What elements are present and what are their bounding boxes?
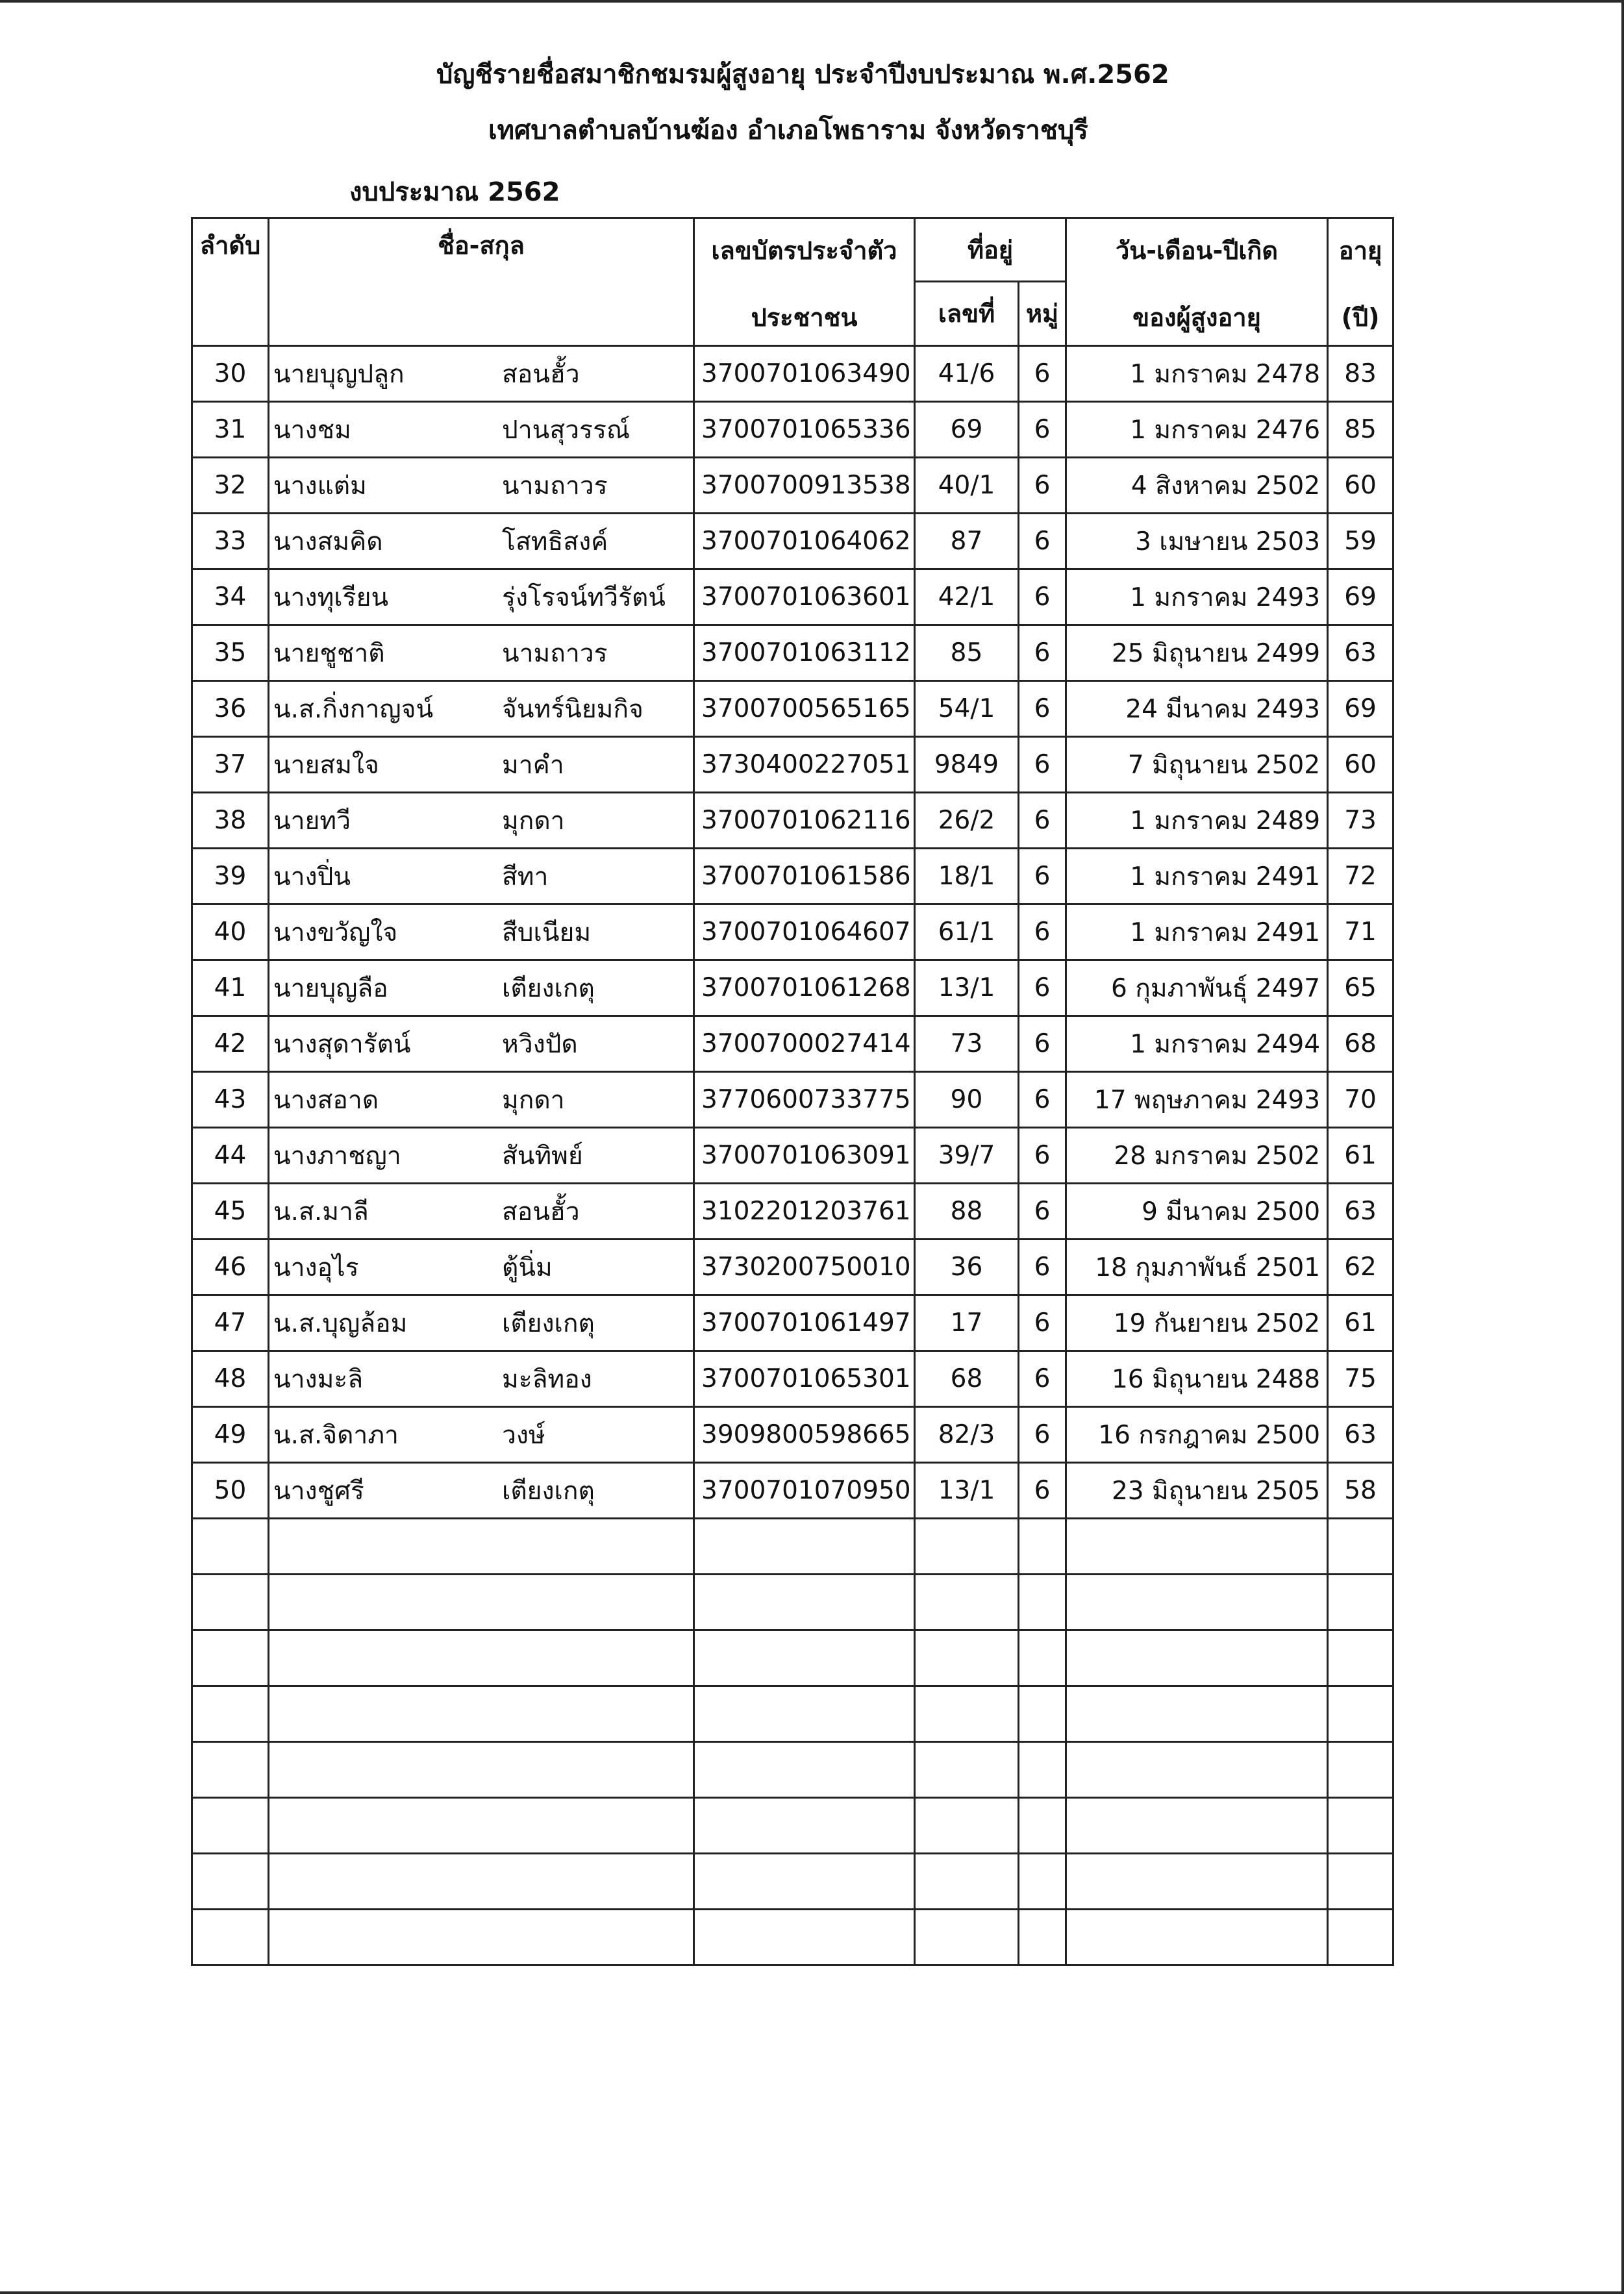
given-name: นายชูชาติ xyxy=(273,638,385,668)
empty-cell xyxy=(1019,1575,1066,1630)
cell-moo: 6 xyxy=(1019,1463,1066,1519)
table-row xyxy=(192,1351,1393,1407)
cell-order-no: 46 xyxy=(192,1240,269,1295)
cell-house-no: 36 xyxy=(915,1240,1019,1295)
cell-fullname xyxy=(269,1407,694,1463)
cell-fullname xyxy=(269,849,694,904)
given-name: นายบุญลือ xyxy=(273,973,388,1003)
empty-cell xyxy=(1328,1854,1393,1910)
cell-house-no: 88 xyxy=(915,1184,1019,1240)
cell-order-no: 34 xyxy=(192,569,269,625)
cell-house-no: 69 xyxy=(915,402,1019,458)
cell-moo: 6 xyxy=(1019,1351,1066,1407)
given-name: นางปิ่น xyxy=(273,862,351,891)
member-rows xyxy=(192,346,1393,1965)
header-house-no: เลขที่ xyxy=(915,281,1019,346)
header-age-line1: อายุ xyxy=(1328,218,1393,282)
empty-cell xyxy=(1019,1630,1066,1686)
cell-age: 58 xyxy=(1328,1463,1393,1519)
header-moo: หมู่ xyxy=(1019,281,1066,346)
surname: จันทร์นิยมกิจ xyxy=(502,694,643,724)
table-row xyxy=(192,904,1393,960)
cell-order-no: 32 xyxy=(192,458,269,514)
cell-national-id: 3700700565165 xyxy=(694,681,915,737)
given-name: นางอุไร xyxy=(273,1253,359,1282)
cell-age: 65 xyxy=(1328,960,1393,1016)
cell-order-no: 38 xyxy=(192,793,269,849)
cell-national-id: 3909800598665 xyxy=(694,1407,915,1463)
table-row xyxy=(192,737,1393,793)
table-row xyxy=(192,1016,1393,1072)
empty-cell xyxy=(1328,1519,1393,1575)
table-row xyxy=(192,1295,1393,1351)
empty-cell xyxy=(269,1854,694,1910)
empty-cell xyxy=(192,1519,269,1575)
cell-national-id: 3700701065301 xyxy=(694,1351,915,1407)
surname: สอนฮั้ว xyxy=(502,1197,580,1227)
empty-cell xyxy=(1019,1519,1066,1575)
given-name: นางชม xyxy=(273,415,351,445)
surname: มุกดา xyxy=(502,806,565,836)
empty-cell xyxy=(915,1519,1019,1575)
empty-cell xyxy=(192,1575,269,1630)
organization-line: เทศบาลตำบลบ้านฆ้อง อำเภอโพธาราม จังหวัดราชบุรี xyxy=(488,116,1088,145)
cell-national-id: 3770600733775 xyxy=(694,1072,915,1128)
empty-cell xyxy=(1328,1686,1393,1742)
cell-house-no: 82/3 xyxy=(915,1407,1019,1463)
cell-national-id: 3700701063490 xyxy=(694,346,915,402)
cell-moo: 6 xyxy=(1019,1240,1066,1295)
empty-cell xyxy=(1328,1630,1393,1686)
empty-cell xyxy=(1066,1630,1328,1686)
cell-age: 63 xyxy=(1328,1407,1393,1463)
empty-cell xyxy=(192,1686,269,1742)
cell-moo: 6 xyxy=(1019,1407,1066,1463)
cell-house-no: 26/2 xyxy=(915,793,1019,849)
surname: ปานสุวรรณ์ xyxy=(502,415,631,445)
surname: สันทิพย์ xyxy=(502,1141,583,1171)
cell-moo: 6 xyxy=(1019,402,1066,458)
cell-moo: 6 xyxy=(1019,793,1066,849)
cell-fullname xyxy=(269,1072,694,1128)
cell-fullname xyxy=(269,1351,694,1407)
cell-order-no: 31 xyxy=(192,402,269,458)
cell-birth-date: 1 มกราคม 2491 xyxy=(1066,904,1328,960)
cell-moo: 6 xyxy=(1019,458,1066,514)
empty-cell xyxy=(1019,1686,1066,1742)
surname: มาคำ xyxy=(502,750,564,780)
empty-cell xyxy=(192,1854,269,1910)
given-name: น.ส.มาลี xyxy=(273,1197,369,1227)
cell-birth-date: 18 กุมภาพันธ์ 2501 xyxy=(1066,1240,1328,1295)
cell-house-no: 68 xyxy=(915,1351,1019,1407)
cell-age: 69 xyxy=(1328,681,1393,737)
cell-national-id: 3700701065336 xyxy=(694,402,915,458)
table-row xyxy=(192,960,1393,1016)
cell-national-id: 3730400227051 xyxy=(694,737,915,793)
surname: เตียงเกตุ xyxy=(502,1476,595,1506)
empty-cell xyxy=(1066,1798,1328,1854)
header-dob-line2: ของผู้สูงอายุ xyxy=(1066,281,1328,346)
surname: สอนฮั้ว xyxy=(502,359,580,389)
cell-house-no: 9849 xyxy=(915,737,1019,793)
cell-national-id: 3700701064062 xyxy=(694,514,915,569)
cell-birth-date: 1 มกราคม 2478 xyxy=(1066,346,1328,402)
cell-order-no: 33 xyxy=(192,514,269,569)
cell-age: 68 xyxy=(1328,1016,1393,1072)
empty-row xyxy=(192,1686,1393,1742)
table-row xyxy=(192,849,1393,904)
empty-cell xyxy=(1066,1742,1328,1798)
given-name: นางสอาด xyxy=(273,1085,379,1115)
budget-label: งบประมาณ 2562 xyxy=(349,177,560,207)
given-name: นางมะลิ xyxy=(273,1364,364,1394)
empty-cell xyxy=(694,1630,915,1686)
cell-fullname xyxy=(269,458,694,514)
cell-birth-date: 17 พฤษภาคม 2493 xyxy=(1066,1072,1328,1128)
cell-house-no: 42/1 xyxy=(915,569,1019,625)
empty-cell xyxy=(694,1910,915,1965)
header-age-line2: (ปี) xyxy=(1328,281,1393,346)
surname: ตู้นิ่ม xyxy=(502,1253,553,1282)
cell-birth-date: 1 มกราคม 2494 xyxy=(1066,1016,1328,1072)
cell-moo: 6 xyxy=(1019,1128,1066,1184)
cell-house-no: 41/6 xyxy=(915,346,1019,402)
cell-birth-date: 23 มิถุนายน 2505 xyxy=(1066,1463,1328,1519)
cell-house-no: 17 xyxy=(915,1295,1019,1351)
cell-birth-date: 25 มิถุนายน 2499 xyxy=(1066,625,1328,681)
empty-row xyxy=(192,1575,1393,1630)
given-name: นายทวี xyxy=(273,806,351,836)
table-row xyxy=(192,1128,1393,1184)
cell-house-no: 39/7 xyxy=(915,1128,1019,1184)
empty-cell xyxy=(1019,1854,1066,1910)
empty-cell xyxy=(192,1630,269,1686)
empty-row xyxy=(192,1854,1393,1910)
empty-cell xyxy=(269,1519,694,1575)
cell-house-no: 13/1 xyxy=(915,1463,1019,1519)
empty-cell xyxy=(1019,1910,1066,1965)
empty-cell xyxy=(694,1854,915,1910)
header-no-cont xyxy=(192,281,269,346)
cell-order-no: 43 xyxy=(192,1072,269,1128)
table-row xyxy=(192,793,1393,849)
surname: มุกดา xyxy=(502,1085,565,1115)
empty-cell xyxy=(1328,1575,1393,1630)
cell-fullname xyxy=(269,1463,694,1519)
empty-cell xyxy=(694,1798,915,1854)
empty-cell xyxy=(915,1686,1019,1742)
empty-cell xyxy=(915,1630,1019,1686)
given-name: น.ส.บุญล้อม xyxy=(273,1308,408,1338)
cell-birth-date: 1 มกราคม 2493 xyxy=(1066,569,1328,625)
cell-order-no: 41 xyxy=(192,960,269,1016)
cell-fullname xyxy=(269,1295,694,1351)
cell-order-no: 50 xyxy=(192,1463,269,1519)
cell-national-id: 3700701064607 xyxy=(694,904,915,960)
cell-age: 61 xyxy=(1328,1128,1393,1184)
header-id-line1: เลขบัตรประจำตัว xyxy=(694,218,915,282)
surname: สืบเนียม xyxy=(502,917,592,947)
cell-moo: 6 xyxy=(1019,1072,1066,1128)
cell-birth-date: 1 มกราคม 2489 xyxy=(1066,793,1328,849)
cell-moo: 6 xyxy=(1019,681,1066,737)
cell-national-id: 3102201203761 xyxy=(694,1184,915,1240)
cell-age: 70 xyxy=(1328,1072,1393,1128)
given-name: นายบุญปลูก xyxy=(273,359,405,389)
empty-cell xyxy=(192,1798,269,1854)
empty-row xyxy=(192,1630,1393,1686)
cell-moo: 6 xyxy=(1019,904,1066,960)
empty-cell xyxy=(1019,1798,1066,1854)
cell-birth-date: 1 มกราคม 2476 xyxy=(1066,402,1328,458)
cell-moo: 6 xyxy=(1019,1295,1066,1351)
cell-house-no: 40/1 xyxy=(915,458,1019,514)
given-name: นายสมใจ xyxy=(273,750,379,780)
surname: สีทา xyxy=(502,862,549,891)
empty-cell xyxy=(1019,1742,1066,1798)
empty-cell xyxy=(269,1686,694,1742)
cell-house-no: 13/1 xyxy=(915,960,1019,1016)
cell-national-id: 3700701070950 xyxy=(694,1463,915,1519)
cell-moo: 6 xyxy=(1019,737,1066,793)
cell-house-no: 61/1 xyxy=(915,904,1019,960)
empty-row xyxy=(192,1798,1393,1854)
cell-moo: 6 xyxy=(1019,625,1066,681)
cell-house-no: 73 xyxy=(915,1016,1019,1072)
cell-house-no: 90 xyxy=(915,1072,1019,1128)
empty-cell xyxy=(1328,1742,1393,1798)
cell-order-no: 44 xyxy=(192,1128,269,1184)
empty-cell xyxy=(1066,1910,1328,1965)
empty-cell xyxy=(915,1742,1019,1798)
table-row xyxy=(192,1463,1393,1519)
cell-national-id: 3700701062116 xyxy=(694,793,915,849)
cell-age: 72 xyxy=(1328,849,1393,904)
header-no: ลำดับ xyxy=(192,218,269,282)
cell-fullname xyxy=(269,402,694,458)
cell-fullname xyxy=(269,904,694,960)
surname: เตียงเกตุ xyxy=(502,1308,595,1338)
cell-fullname xyxy=(269,793,694,849)
surname: มะลิทอง xyxy=(502,1364,592,1394)
given-name: นางแต่ม xyxy=(273,471,367,501)
given-name: นางทุเรียน xyxy=(273,582,389,612)
empty-row xyxy=(192,1742,1393,1798)
cell-fullname xyxy=(269,1240,694,1295)
table-row xyxy=(192,1072,1393,1128)
cell-moo: 6 xyxy=(1019,960,1066,1016)
cell-age: 85 xyxy=(1328,402,1393,458)
cell-fullname xyxy=(269,681,694,737)
cell-birth-date: 16 กรกฎาคม 2500 xyxy=(1066,1407,1328,1463)
surname: นามถาวร xyxy=(502,471,608,501)
cell-age: 62 xyxy=(1328,1240,1393,1295)
empty-cell xyxy=(192,1742,269,1798)
surname: โสทธิสงค์ xyxy=(502,527,608,556)
cell-age: 60 xyxy=(1328,458,1393,514)
cell-house-no: 87 xyxy=(915,514,1019,569)
cell-birth-date: 3 เมษายน 2503 xyxy=(1066,514,1328,569)
cell-moo: 6 xyxy=(1019,1016,1066,1072)
header-name: ชื่อ-สกุล xyxy=(269,218,694,282)
empty-cell xyxy=(915,1854,1019,1910)
cell-age: 69 xyxy=(1328,569,1393,625)
empty-cell xyxy=(1328,1798,1393,1854)
cell-moo: 6 xyxy=(1019,1184,1066,1240)
cell-age: 61 xyxy=(1328,1295,1393,1351)
cell-moo: 6 xyxy=(1019,346,1066,402)
given-name: น.ส.กิ่งกาญจน์ xyxy=(273,694,434,724)
table-row xyxy=(192,625,1393,681)
empty-cell xyxy=(1066,1854,1328,1910)
cell-national-id: 3700700913538 xyxy=(694,458,915,514)
surname: เตียงเกตุ xyxy=(502,973,595,1003)
cell-fullname xyxy=(269,625,694,681)
cell-age: 73 xyxy=(1328,793,1393,849)
table-row xyxy=(192,402,1393,458)
empty-cell xyxy=(269,1798,694,1854)
empty-cell xyxy=(192,1910,269,1965)
given-name: นางขวัญใจ xyxy=(273,917,398,947)
given-name: นางชูศรี xyxy=(273,1476,364,1506)
document-title: บัญชีรายชื่อสมาชิกชมรมผู้สูงอายุ ประจำปีงบประมาณ พ.ศ.2562 xyxy=(436,60,1169,90)
surname: นามถาวร xyxy=(502,638,608,668)
cell-order-no: 35 xyxy=(192,625,269,681)
cell-age: 59 xyxy=(1328,514,1393,569)
cell-fullname xyxy=(269,569,694,625)
cell-order-no: 37 xyxy=(192,737,269,793)
cell-house-no: 18/1 xyxy=(915,849,1019,904)
cell-age: 63 xyxy=(1328,1184,1393,1240)
cell-birth-date: 9 มีนาคม 2500 xyxy=(1066,1184,1328,1240)
cell-order-no: 40 xyxy=(192,904,269,960)
cell-age: 60 xyxy=(1328,737,1393,793)
cell-national-id: 3730200750010 xyxy=(694,1240,915,1295)
table-row xyxy=(192,1240,1393,1295)
cell-moo: 6 xyxy=(1019,514,1066,569)
cell-age: 75 xyxy=(1328,1351,1393,1407)
cell-house-no: 54/1 xyxy=(915,681,1019,737)
cell-fullname xyxy=(269,1128,694,1184)
empty-cell xyxy=(694,1519,915,1575)
cell-birth-date: 16 มิถุนายน 2488 xyxy=(1066,1351,1328,1407)
cell-birth-date: 4 สิงหาคม 2502 xyxy=(1066,458,1328,514)
table-row xyxy=(192,514,1393,569)
cell-birth-date: 19 กันยายน 2502 xyxy=(1066,1295,1328,1351)
cell-age: 83 xyxy=(1328,346,1393,402)
header-dob-line1: วัน-เดือน-ปีเกิด xyxy=(1066,218,1328,282)
given-name: น.ส.จิดาภา xyxy=(273,1420,399,1450)
empty-cell xyxy=(269,1630,694,1686)
empty-cell xyxy=(1066,1519,1328,1575)
cell-national-id: 3700701063112 xyxy=(694,625,915,681)
cell-birth-date: 7 มิถุนายน 2502 xyxy=(1066,737,1328,793)
cell-order-no: 47 xyxy=(192,1295,269,1351)
cell-age: 63 xyxy=(1328,625,1393,681)
cell-order-no: 42 xyxy=(192,1016,269,1072)
cell-order-no: 30 xyxy=(192,346,269,402)
empty-cell xyxy=(694,1575,915,1630)
header-name-cont xyxy=(269,281,694,346)
cell-fullname xyxy=(269,960,694,1016)
empty-row xyxy=(192,1910,1393,1965)
header-id-line2: ประชาชน xyxy=(694,281,915,346)
table-row xyxy=(192,569,1393,625)
surname: วงษ์ xyxy=(502,1420,545,1450)
cell-fullname xyxy=(269,737,694,793)
empty-cell xyxy=(915,1910,1019,1965)
cell-fullname xyxy=(269,1016,694,1072)
cell-house-no: 85 xyxy=(915,625,1019,681)
table-row xyxy=(192,1407,1393,1463)
cell-fullname xyxy=(269,346,694,402)
empty-cell xyxy=(269,1910,694,1965)
table-row xyxy=(192,458,1393,514)
empty-cell xyxy=(694,1742,915,1798)
empty-cell xyxy=(1328,1910,1393,1965)
header-address: ที่อยู่ xyxy=(915,218,1066,282)
cell-age: 71 xyxy=(1328,904,1393,960)
empty-cell xyxy=(1066,1686,1328,1742)
cell-order-no: 49 xyxy=(192,1407,269,1463)
cell-birth-date: 6 กุมภาพันธุ์ 2497 xyxy=(1066,960,1328,1016)
cell-order-no: 36 xyxy=(192,681,269,737)
table-row xyxy=(192,1184,1393,1240)
given-name: นางภาชญา xyxy=(273,1141,401,1171)
cell-birth-date: 1 มกราคม 2491 xyxy=(1066,849,1328,904)
surname: รุ่งโรจน์ทวีรัตน์ xyxy=(502,582,666,612)
cell-order-no: 39 xyxy=(192,849,269,904)
member-table xyxy=(191,217,1394,1966)
cell-national-id: 3700701063601 xyxy=(694,569,915,625)
cell-national-id: 3700701061586 xyxy=(694,849,915,904)
cell-national-id: 3700701061268 xyxy=(694,960,915,1016)
empty-cell xyxy=(915,1798,1019,1854)
cell-national-id: 3700701063091 xyxy=(694,1128,915,1184)
empty-cell xyxy=(694,1686,915,1742)
cell-moo: 6 xyxy=(1019,849,1066,904)
given-name: นางสมคิด xyxy=(273,527,383,556)
given-name: นางสุดารัตน์ xyxy=(273,1029,411,1059)
empty-cell xyxy=(915,1575,1019,1630)
cell-order-no: 45 xyxy=(192,1184,269,1240)
empty-row xyxy=(192,1519,1393,1575)
cell-national-id: 3700701061497 xyxy=(694,1295,915,1351)
empty-cell xyxy=(269,1575,694,1630)
table-row xyxy=(192,346,1393,402)
cell-national-id: 3700700027414 xyxy=(694,1016,915,1072)
surname: หวิงปัด xyxy=(502,1029,578,1059)
cell-birth-date: 28 มกราคม 2502 xyxy=(1066,1128,1328,1184)
empty-cell xyxy=(269,1742,694,1798)
cell-moo: 6 xyxy=(1019,569,1066,625)
empty-cell xyxy=(1066,1575,1328,1630)
cell-fullname xyxy=(269,1184,694,1240)
cell-fullname xyxy=(269,514,694,569)
table-row xyxy=(192,681,1393,737)
cell-order-no: 48 xyxy=(192,1351,269,1407)
cell-birth-date: 24 มีนาคม 2493 xyxy=(1066,681,1328,737)
